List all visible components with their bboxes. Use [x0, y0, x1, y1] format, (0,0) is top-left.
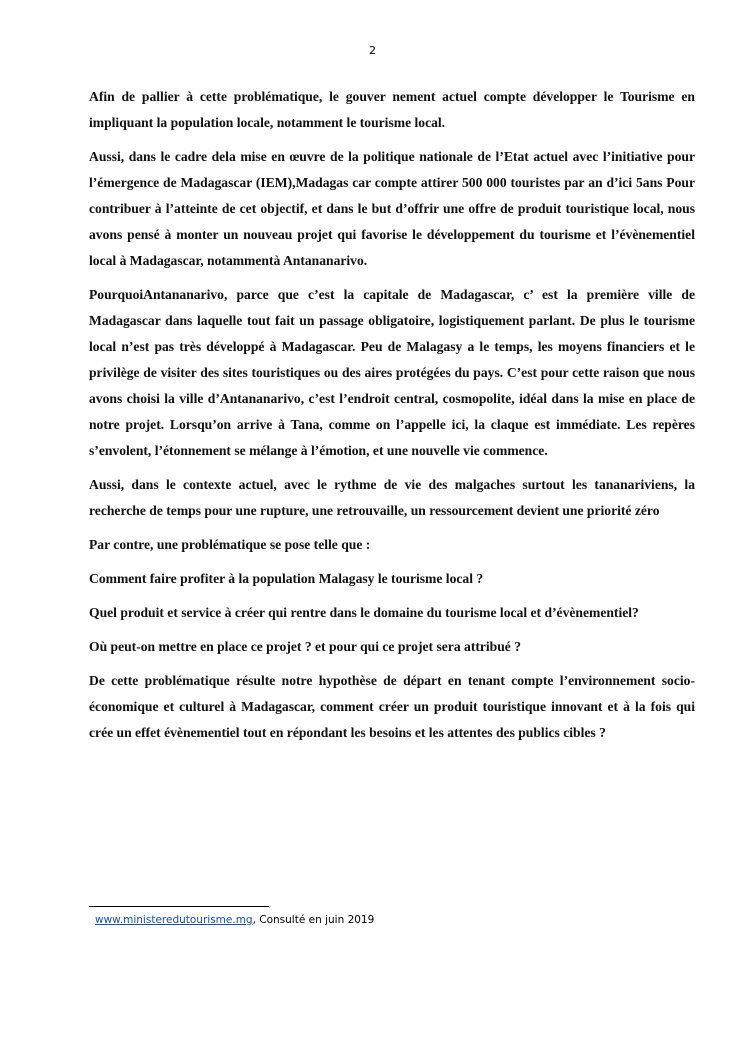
footnote [95, 914, 374, 926]
paragraph-problem-statement: Par contre, une problématique se pose telle que : [89, 537, 371, 552]
paragraph-why-antananarivo: PourquoiAntananarivo, parce que c’est la capitale de Madagascar, c’ est la première ville de Madagascar dans laquelle tout fait un passage obligatoire, logistiquement parlant. De plus le tourisme local n’est pas très développé à Madagascar. Peu de Malagasy a le temps, les moyens financiers et le privilège de visiter des sites touristiques ou des aires protégées du pays. C’est pour cette raison que nous avons choisi la ville d’Antananarivo, c’est l’endroit central, cosmopolite, idéal dans la mise en place de notre projet. Lorsqu’on arrive à Tana, comme on l’appelle ici, la claque est immédiate. Les repères s’envolent, l’étonnement se mélange à l’émotion, et une nouvelle vie commence. [89, 287, 695, 458]
question-1: Comment faire profiter à la population Malagasy le tourisme local ? [89, 571, 484, 586]
footnote-text: , Consulté en juin 2019 [252, 914, 375, 926]
paragraph-hypothesis: De cette problématique résulte notre hypothèse de départ en tenant compte l’environnement socio-économique et culturel à Madagascar, comment créer un produit touristique innovant et à la fois qui crée un effet évènementiel tout en répondant les besoins et les attentes des publics cibles ? [89, 673, 695, 740]
footnote-link[interactable]: www.ministeredutourisme.mg [95, 914, 253, 926]
question-2: Quel produit et service à créer qui rentre dans le domaine du tourisme local et d’évènementiel? [89, 605, 639, 620]
question-3: Où peut-on mettre en place ce projet ? et pour qui ce projet sera attribué ? [89, 639, 522, 654]
body-text [89, 84, 695, 754]
paragraph-current-context: Aussi, dans le contexte actuel, avec le rythme de vie des malgaches surtout les tananariviens, la recherche de temps pour une rupture, une retrouvaille, un ressourcement devient une priorité zéro [89, 477, 695, 518]
page-number: 2 [369, 44, 376, 57]
paragraph-intro: Afin de pallier à cette problématique, le gouver nement actuel compte développer le Tourisme en impliquant la population locale, notamment le tourisme local. [89, 89, 695, 130]
footnote-separator [89, 906, 269, 907]
paragraph-iem-context: Aussi, dans le cadre dela mise en œuvre de la politique nationale de l’Etat actuel avec l’initiative pour l’émergence de Madagascar (IEM),Madagas car compte attirer 500 000 touristes par an d’ici 5ans Pour contribuer à l’atteinte de cet objectif, et dans le but d’offrir une offre de produit touristique local, nous avons pensé à monter un nouveau projet qui favorise le développement du tourisme et l’évènementiel local à Madagascar, notammentà Antananarivo. [89, 149, 695, 268]
